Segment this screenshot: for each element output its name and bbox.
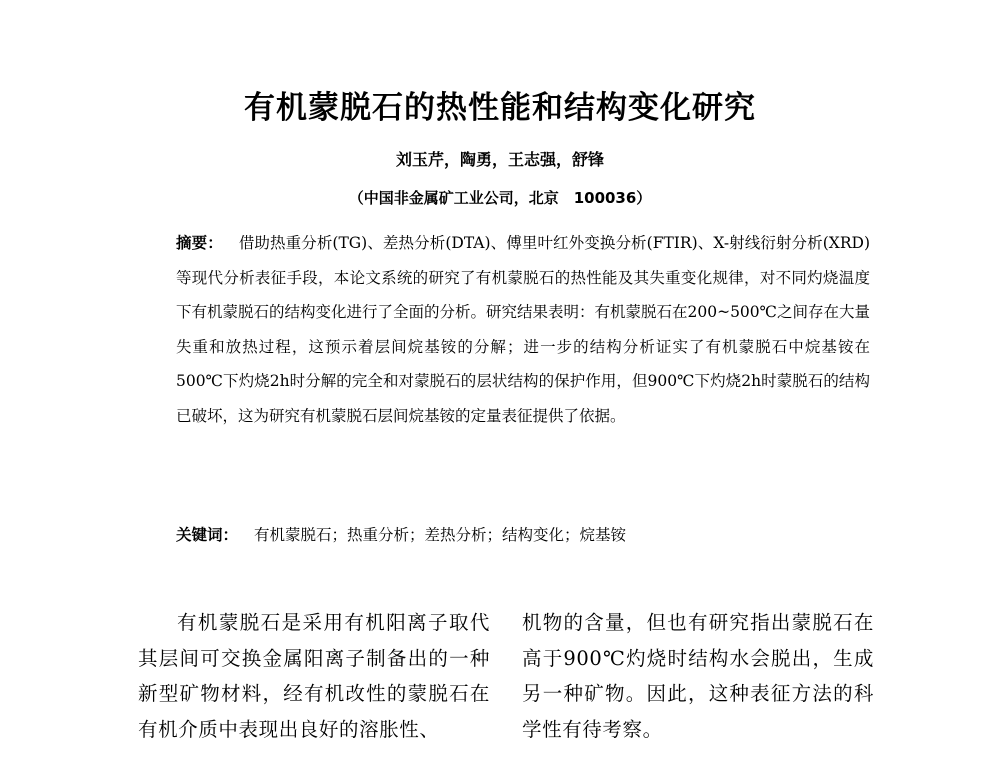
paper-title: 有机蒙脱石的热性能和结构变化研究 (244, 90, 756, 126)
abstract-text: 借助热重分析(TG)、差热分析(DTA)、傅里叶红外变换分析(FTIR)、X-射线衍射分析(XRD)等现代分析表征手段，本论文系统的研究了有机蒙脱石的热性能及其失重变化规律，对不同灼烧温度下有机蒙脱石的结构变化进行了全面的分析。研究结果表明：有机蒙脱石在200~500℃之间存在大量失重和放热过程，这预示着层间烷基铵的分解；进一步的结构分析证实了有机蒙脱石中烷基铵在500℃下灼烧2h时分解的完全和对蒙脱石的层状结构的保护作用，但900℃下灼烧2h时蒙脱石的结构已破坏，这为研究有机蒙脱石层间烷基铵的定量表征提供了依据。 (176, 234, 870, 425)
keywords-text: 有机蒙脱石；热重分析；差热分析；结构变化；烷基铵 (254, 526, 627, 544)
affiliation: （中国非金属矿工业公司，北京 100036） (348, 189, 652, 207)
author-list: 刘玉芹，陶勇，王志强，舒锋 (395, 150, 604, 169)
keywords-label: 关键词： (176, 526, 239, 544)
abstract (176, 226, 870, 434)
body-text-right-column: 机物的含量，但也有研究指出蒙脱石在高于900℃灼烧时结构水会脱出，生成另一种矿物。因此，这种表征方法的科学性有待考察。 (522, 611, 874, 741)
body-text-left-column: 有机蒙脱石是采用有机阳离子取代其层间可交换金属阳离子制备出的一种新型矿物材料，经有机改性的蒙脱石在有机介质中表现出良好的溶胀性、 (138, 611, 490, 741)
abstract-label: 摘要： (176, 234, 223, 252)
keywords (176, 518, 870, 552)
